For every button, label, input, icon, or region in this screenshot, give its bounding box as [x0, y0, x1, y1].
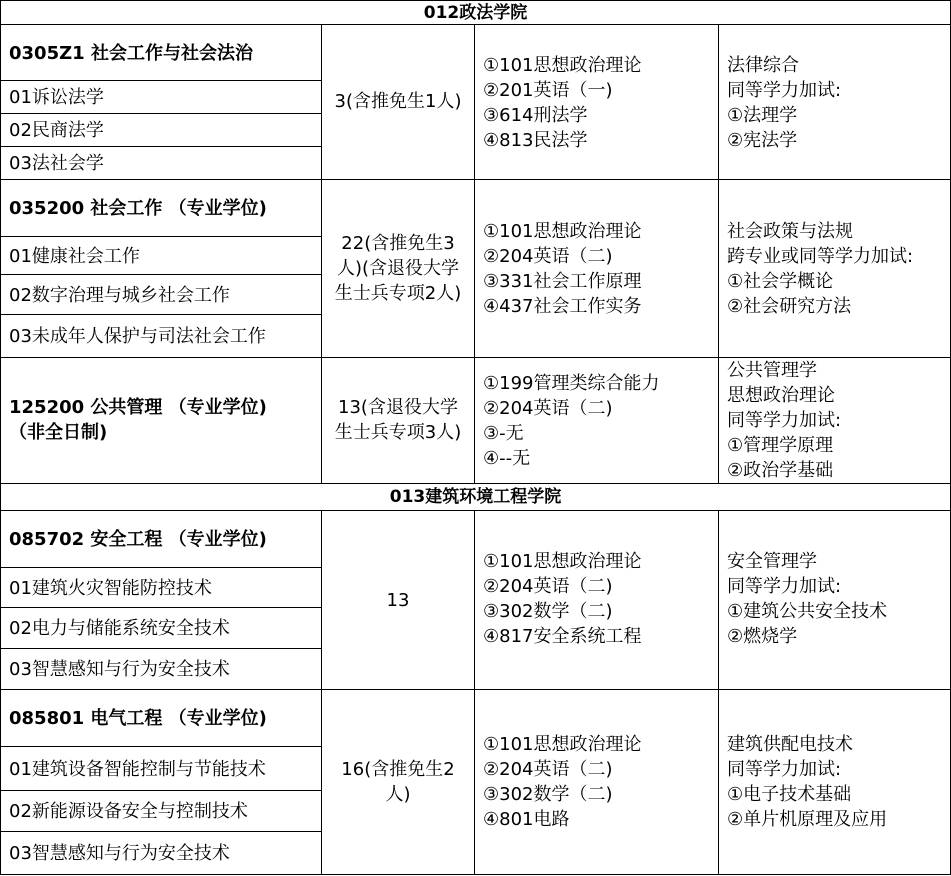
quota-line: 人)(含退役大学: [336, 258, 460, 279]
direction-item: 03未成年人保护与司法社会工作: [9, 326, 266, 347]
program-title: [0, 395, 321, 445]
direction-item: 01建筑设备智能控制与节能技术: [9, 759, 266, 780]
enrollment-quota: [322, 231, 474, 306]
school-header: 012政法学院: [423, 3, 528, 23]
retest-item: 法律综合: [727, 55, 799, 76]
exam-subject: ②201英语（一): [483, 80, 613, 101]
exam-subject: ②204英语（二): [483, 246, 613, 267]
retest-item: 建筑供配电技术: [727, 734, 853, 755]
program-title: 085801 电气工程 （专业学位): [9, 708, 267, 729]
exam-subject: ②204英语（二): [483, 759, 613, 780]
direction-item: 01诉讼法学: [9, 87, 104, 108]
retest-item: ①社会学概论: [727, 271, 834, 292]
quota-line: 生士兵专项3人): [334, 422, 462, 443]
retest-subjects: [719, 732, 950, 832]
exam-subjects: [475, 219, 718, 319]
retest-item: 安全管理学: [727, 551, 817, 572]
quota-line: 生士兵专项2人): [334, 283, 462, 304]
enrollment-quota: [322, 395, 474, 445]
exam-subject: ③331社会工作原理: [483, 271, 642, 292]
exam-subject: ①101思想政治理论: [483, 734, 642, 755]
program-title-line: 125200 公共管理 （专业学位): [9, 397, 267, 418]
exam-subject: ①101思想政治理论: [483, 55, 642, 76]
direction-item: 01健康社会工作: [9, 246, 140, 267]
program-title: 085702 安全工程 （专业学位): [9, 529, 267, 550]
enrollment-quota: 13: [386, 590, 410, 611]
enrollment-quota: 3(含推免生1人): [334, 91, 462, 112]
exam-subject: ①199管理类综合能力: [483, 373, 660, 394]
exam-subjects: [475, 53, 718, 153]
exam-subject: ②204英语（二): [483, 576, 613, 597]
retest-item: ②燃烧学: [727, 626, 798, 647]
exam-subject: ③302数学（二): [483, 784, 613, 805]
school-header: 013建筑环境工程学院: [389, 487, 562, 507]
direction-item: 02数字治理与城乡社会工作: [9, 285, 230, 306]
retest-subjects: [719, 219, 950, 319]
exam-subject: ③-无: [483, 423, 524, 444]
quota-line: 13(含退役大学: [338, 397, 458, 418]
exam-subject: ③614刑法学: [483, 105, 588, 126]
retest-subjects: [719, 53, 950, 153]
exam-subjects: [475, 732, 718, 832]
retest-item: ①建筑公共安全技术: [727, 601, 888, 622]
program-title: 035200 社会工作 （专业学位): [9, 198, 267, 219]
retest-item: 同等学力加试:: [727, 576, 842, 597]
exam-subjects: [475, 549, 718, 649]
retest-item: 跨专业或同等学力加试:: [727, 246, 914, 267]
direction-item: 02新能源设备安全与控制技术: [9, 801, 248, 822]
direction-item: 03法社会学: [9, 153, 104, 174]
exam-subject: ①101思想政治理论: [483, 221, 642, 242]
exam-subject: ②204英语（二): [483, 398, 613, 419]
retest-item: ①电子技术基础: [727, 784, 852, 805]
exam-subject: ④437社会工作实务: [483, 296, 642, 317]
direction-item: 01建筑火灾智能防控技术: [9, 578, 212, 599]
retest-item: 社会政策与法规: [727, 221, 853, 242]
direction-item: 02民商法学: [9, 120, 104, 141]
retest-item: ②社会研究方法: [727, 296, 852, 317]
retest-item: 公共管理学: [727, 360, 817, 381]
direction-item: 02电力与储能系统安全技术: [9, 618, 230, 639]
exam-subject: ①101思想政治理论: [483, 551, 642, 572]
exam-subject: ④801电路: [483, 809, 570, 830]
program-title: 0305Z1 社会工作与社会法治: [9, 43, 253, 64]
retest-item: 同等学力加试:: [727, 759, 842, 780]
exam-subject: ④817安全系统工程: [483, 626, 642, 647]
retest-item: ①管理学原理: [727, 435, 834, 456]
enrollment-quota: [322, 757, 474, 807]
direction-item: 03智慧感知与行为安全技术: [9, 659, 230, 680]
exam-subject: ④813民法学: [483, 130, 588, 151]
exam-subject: ④--无: [483, 448, 531, 469]
retest-item: 同等学力加试:: [727, 80, 842, 101]
retest-subjects: [719, 549, 950, 649]
direction-item: 03智慧感知与行为安全技术: [9, 843, 230, 864]
exam-subjects: [475, 371, 718, 471]
retest-item: 同等学力加试:: [727, 410, 842, 431]
retest-item: ②单片机原理及应用: [727, 809, 888, 830]
retest-item: ②政治学基础: [727, 460, 834, 481]
retest-item: ②宪法学: [727, 130, 798, 151]
retest-subjects: [719, 358, 950, 483]
quota-line: 16(含推免生2: [341, 759, 455, 780]
retest-item: 思想政治理论: [727, 385, 835, 406]
retest-item: ①法理学: [727, 105, 798, 126]
quota-line: 人): [385, 784, 411, 805]
quota-line: 22(含推免生3: [341, 233, 455, 254]
program-title-line: （非全日制): [9, 422, 108, 443]
exam-subject: ③302数学（二): [483, 601, 613, 622]
